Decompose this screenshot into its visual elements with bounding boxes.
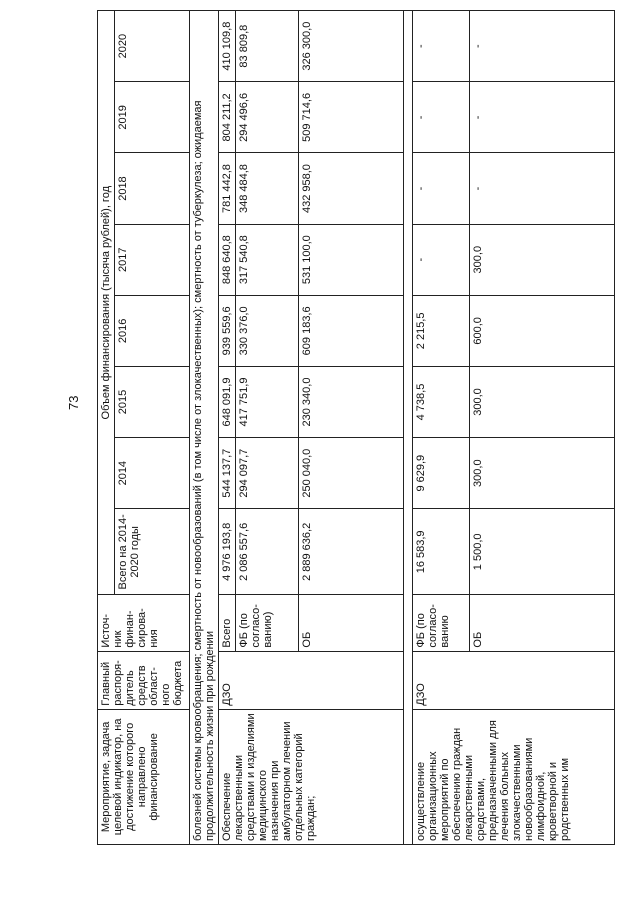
value-cell: 531 100,0	[299, 224, 404, 295]
value-cell: 348 484,8	[236, 153, 299, 224]
source-cell: ФБ (по согласо- ванию	[413, 595, 470, 651]
value-cell: 1 500,0	[470, 509, 615, 595]
manager-cell: ДЗО	[413, 651, 615, 709]
header-year-2014: 2014	[115, 438, 190, 509]
value-cell: 544 137,7	[219, 438, 236, 509]
value-cell: 410 109,8	[219, 11, 236, 82]
value-cell: 804 211,2	[219, 82, 236, 153]
value-cell: 4 976 193,8	[219, 509, 236, 595]
header-year-2016: 2016	[115, 295, 190, 366]
value-cell: 2 215,5	[413, 295, 470, 366]
header-year-2018: 2018	[115, 153, 190, 224]
value-cell: 16 583,9	[413, 509, 470, 595]
header-year-total: Всего на 2014-2020 годы	[115, 509, 190, 595]
page-number: 73	[66, 395, 81, 410]
header-volume: Объем финансирования (тысяча рублей), год	[98, 11, 115, 595]
value-cell: 509 714,6	[299, 82, 404, 153]
value-cell: 317 540,8	[236, 224, 299, 295]
value-cell: 648 091,9	[219, 366, 236, 437]
value-cell: 432 958,0	[299, 153, 404, 224]
value-cell: 250 040,0	[299, 438, 404, 509]
goal-row	[190, 11, 219, 845]
header-manager: Главный распоря- дитель средств област- ного бюджета	[98, 651, 190, 709]
value-cell: -	[413, 153, 470, 224]
value-cell: -	[470, 153, 615, 224]
header-event: Мероприятие, задача целевой индикатор, на достижение которого направлено финансирование	[98, 709, 190, 844]
table-row	[413, 11, 470, 845]
header-year-2019: 2019	[115, 82, 190, 153]
event-cell: Обеспечение лекарственными средствами и изделиями медицинского назначения при амбулаторном лечении отдельных категорий граждан;	[219, 709, 404, 844]
value-cell: 300,0	[470, 366, 615, 437]
value-cell: 848 640,8	[219, 224, 236, 295]
value-cell: -	[413, 224, 470, 295]
source-cell: ФБ (по согласо- ванию)	[236, 595, 299, 651]
value-cell: 939 559,6	[219, 295, 236, 366]
goal-text: болезней системы кровообращения; смертность от новообразований (в том числе от злокачественных); смертность от туберкулеза; ожидаемая продолжительность жизни при рождении	[190, 11, 219, 845]
value-cell: 609 183,6	[299, 295, 404, 366]
header-year-2015: 2015	[115, 366, 190, 437]
value-cell: 417 751,9	[236, 366, 299, 437]
value-cell: -	[413, 11, 470, 82]
value-cell: -	[470, 82, 615, 153]
value-cell: 326 300,0	[299, 11, 404, 82]
header-source: Источ- ник финан- сирова- ния	[98, 595, 190, 651]
header-row-1	[98, 11, 115, 845]
source-cell: ОБ	[470, 595, 615, 651]
value-cell: 600,0	[470, 295, 615, 366]
spacer-row	[404, 11, 413, 845]
value-cell: 300,0	[470, 438, 615, 509]
value-cell: 4 738,5	[413, 366, 470, 437]
spacer-cell	[404, 11, 413, 845]
financing-table	[97, 10, 615, 845]
value-cell: 294 496,6	[236, 82, 299, 153]
value-cell: 2 086 557,6	[236, 509, 299, 595]
rotated-table-container	[97, 10, 571, 845]
manager-cell: ДЗО	[219, 651, 404, 709]
value-cell: 781 442,8	[219, 153, 236, 224]
event-cell: осуществление организационных мероприятий по обеспечению граждан лекарственными средствами, предназначенными для лечения больных злокачественными новообразованиями лимфоидной, кроветворной и родственных им	[413, 709, 615, 844]
value-cell: 330 376,0	[236, 295, 299, 366]
value-cell: 2 889 636,2	[299, 509, 404, 595]
value-cell: 300,0	[470, 224, 615, 295]
value-cell: 294 097,7	[236, 438, 299, 509]
value-cell: -	[470, 11, 615, 82]
value-cell: -	[413, 82, 470, 153]
value-cell: 230 340,0	[299, 366, 404, 437]
table-row	[219, 11, 236, 845]
source-cell: ОБ	[299, 595, 404, 651]
header-year-2017: 2017	[115, 224, 190, 295]
value-cell: 9 629,9	[413, 438, 470, 509]
source-cell: Всего	[219, 595, 236, 651]
value-cell: 83 809,8	[236, 11, 299, 82]
header-year-2020: 2020	[115, 11, 190, 82]
